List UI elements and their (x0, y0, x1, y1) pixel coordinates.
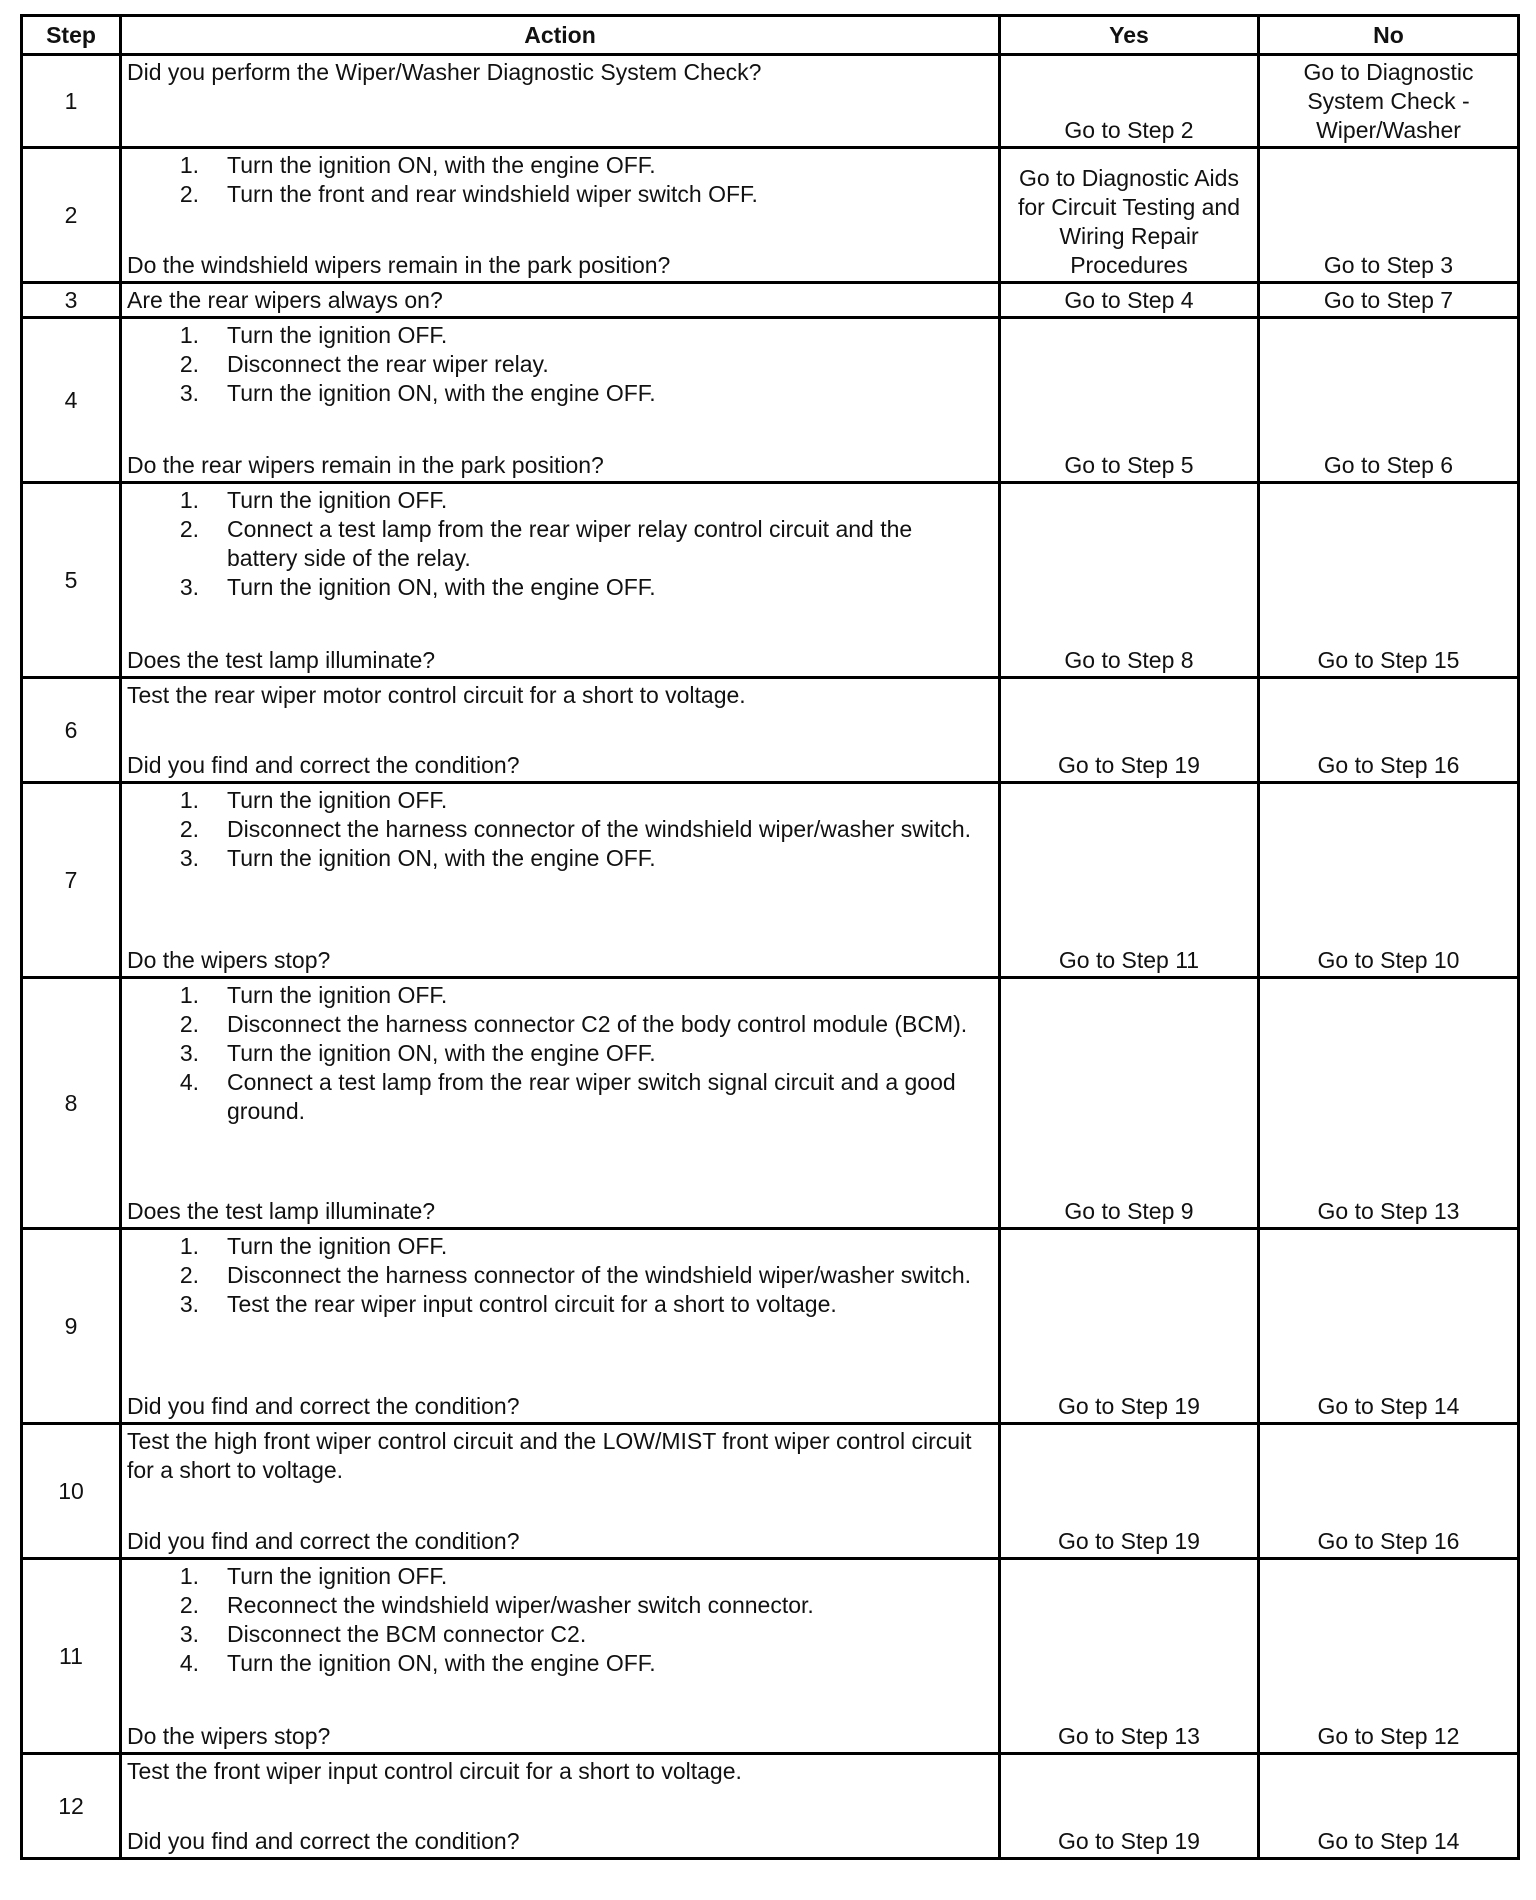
no-result: Go to Step 6 (1259, 318, 1519, 483)
action-step-item (127, 486, 992, 515)
step-number: 6 (22, 678, 121, 783)
action-question: Do the wipers stop? (127, 1723, 331, 1749)
action-step-text: Turn the ignition ON, with the engine OFF. (227, 845, 656, 871)
action-cell (121, 978, 1000, 1229)
no-result: Go to Step 16 (1259, 678, 1519, 783)
header-yes: Yes (1000, 16, 1259, 55)
action-step-item (127, 379, 992, 408)
action-content (122, 679, 998, 781)
action-question: Did you find and correct the condition? (127, 1828, 520, 1854)
action-content (122, 979, 998, 1227)
table-row (22, 148, 1519, 283)
action-content (122, 1425, 998, 1557)
yes-result: Go to Step 8 (1000, 483, 1259, 678)
action-top (127, 786, 992, 873)
action-content (122, 56, 998, 146)
action-instruction: Did you perform the Wiper/Washer Diagnostic System Check? (127, 59, 762, 85)
action-step-item (127, 180, 992, 209)
yes-result: Go to Diagnostic Aids for Circuit Testing and Wiring Repair Procedures (1000, 148, 1259, 283)
no-result: Go to Step 12 (1259, 1559, 1519, 1754)
action-step-item (127, 1068, 992, 1126)
action-steps-list (127, 981, 992, 1126)
action-content (122, 319, 998, 481)
action-step-text: Turn the ignition OFF. (227, 1563, 448, 1589)
yes-result: Go to Step 5 (1000, 318, 1259, 483)
table-row (22, 483, 1519, 678)
table-row (22, 783, 1519, 978)
action-cell (121, 318, 1000, 483)
step-number: 12 (22, 1754, 121, 1859)
action-step-text: Turn the ignition ON, with the engine OFF. (227, 1040, 656, 1066)
action-top (127, 321, 992, 408)
action-top (127, 1562, 992, 1678)
action-cell (121, 1424, 1000, 1559)
header-action: Action (121, 16, 1000, 55)
step-number: 8 (22, 978, 121, 1229)
action-step-text: Turn the ignition OFF. (227, 982, 448, 1008)
step-number: 2 (22, 148, 121, 283)
action-content (122, 784, 998, 976)
action-step-item (127, 1562, 992, 1591)
action-step-text: Disconnect the rear wiper relay. (227, 351, 549, 377)
action-top (127, 981, 992, 1126)
no-result: Go to Step 3 (1259, 148, 1519, 283)
action-step-number: 3. (179, 845, 199, 871)
action-cell (121, 148, 1000, 283)
action-step-number: 2. (179, 181, 199, 207)
action-step-number: 1. (179, 152, 199, 178)
step-number: 9 (22, 1229, 121, 1424)
action-step-text: Disconnect the harness connector of the windshield wiper/washer switch. (227, 816, 972, 842)
action-cell (121, 55, 1000, 148)
action-question: Did you find and correct the condition? (127, 1393, 520, 1419)
action-steps-list (127, 486, 992, 602)
action-step-text: Reconnect the windshield wiper/washer switch connector. (227, 1592, 814, 1618)
action-top (127, 1757, 992, 1786)
action-step-number: 1. (179, 487, 199, 513)
table-row (22, 978, 1519, 1229)
action-step-item (127, 321, 992, 350)
no-result: Go to Step 14 (1259, 1229, 1519, 1424)
action-question: Do the wipers stop? (127, 947, 331, 973)
step-number: 3 (22, 283, 121, 318)
action-top (127, 486, 992, 602)
action-step-text: Turn the ignition OFF. (227, 487, 448, 513)
action-cell (121, 1229, 1000, 1424)
yes-result: Go to Step 4 (1000, 283, 1259, 318)
action-content (122, 284, 998, 316)
table-row (22, 55, 1519, 148)
action-step-number: 1. (179, 787, 199, 813)
action-top (127, 151, 992, 209)
table-row (22, 678, 1519, 783)
action-step-number: 3. (179, 380, 199, 406)
action-step-text: Turn the ignition OFF. (227, 322, 448, 348)
action-step-number: 3. (179, 1621, 199, 1647)
action-question: Do the windshield wipers remain in the park position? (127, 252, 671, 278)
action-step-number: 3. (179, 1040, 199, 1066)
action-step-text: Disconnect the harness connector of the windshield wiper/washer switch. (227, 1262, 972, 1288)
action-step-item (127, 815, 992, 844)
action-step-text: Turn the ignition ON, with the engine OFF. (227, 152, 656, 178)
action-step-number: 2. (179, 1262, 199, 1288)
action-steps-list (127, 1232, 992, 1319)
action-cell (121, 283, 1000, 318)
action-step-number: 2. (179, 351, 199, 377)
action-question: Do the rear wipers remain in the park position? (127, 452, 604, 478)
yes-result: Go to Step 11 (1000, 783, 1259, 978)
table-row (22, 1424, 1519, 1559)
action-content (122, 484, 998, 676)
no-result: Go to Step 15 (1259, 483, 1519, 678)
action-steps-list (127, 786, 992, 873)
action-step-item (127, 515, 992, 573)
yes-result: Go to Step 19 (1000, 1754, 1259, 1859)
step-number: 7 (22, 783, 121, 978)
action-step-item (127, 1290, 992, 1319)
action-step-number: 1. (179, 1563, 199, 1589)
action-step-number: 4. (179, 1069, 199, 1095)
action-step-text: Turn the ignition OFF. (227, 1233, 448, 1259)
step-number: 4 (22, 318, 121, 483)
yes-result: Go to Step 19 (1000, 1424, 1259, 1559)
header-no: No (1259, 16, 1519, 55)
table-row (22, 283, 1519, 318)
action-top (127, 58, 992, 87)
step-number: 11 (22, 1559, 121, 1754)
step-number: 1 (22, 55, 121, 148)
action-question: Does the test lamp illuminate? (127, 647, 436, 673)
action-top (127, 286, 992, 315)
no-result: Go to Step 16 (1259, 1424, 1519, 1559)
action-steps-list (127, 151, 992, 209)
action-step-text: Turn the ignition ON, with the engine OFF. (227, 574, 656, 600)
no-result: Go to Step 14 (1259, 1754, 1519, 1859)
step-number: 10 (22, 1424, 121, 1559)
action-instruction: Are the rear wipers always on? (127, 287, 443, 313)
table-row (22, 1229, 1519, 1424)
action-step-number: 2. (179, 1011, 199, 1037)
table-row (22, 318, 1519, 483)
action-instruction: Test the high front wiper control circuit and the LOW/MIST front wiper control circuit for a short to voltage. (127, 1428, 972, 1483)
action-content (122, 1560, 998, 1752)
action-step-text: Disconnect the harness connector C2 of the body control module (BCM). (227, 1011, 968, 1037)
action-step-number: 4. (179, 1650, 199, 1676)
action-step-item (127, 1649, 992, 1678)
action-step-item (127, 350, 992, 379)
action-content (122, 1230, 998, 1422)
action-cell (121, 1754, 1000, 1859)
yes-result: Go to Step 2 (1000, 55, 1259, 148)
action-step-number: 2. (179, 516, 199, 542)
action-step-item (127, 844, 992, 873)
action-content (122, 149, 998, 281)
action-step-number: 1. (179, 982, 199, 1008)
action-step-number: 3. (179, 1291, 199, 1317)
action-cell (121, 783, 1000, 978)
action-cell (121, 483, 1000, 678)
no-result: Go to Step 13 (1259, 978, 1519, 1229)
action-step-number: 1. (179, 322, 199, 348)
action-step-text: Turn the front and rear windshield wiper switch OFF. (227, 181, 758, 207)
action-step-text: Connect a test lamp from the rear wiper switch signal circuit and a good ground. (227, 1069, 956, 1124)
action-step-text: Turn the ignition ON, with the engine OFF. (227, 380, 656, 406)
yes-result: Go to Step 19 (1000, 678, 1259, 783)
table-row (22, 1559, 1519, 1754)
action-step-item (127, 1232, 992, 1261)
action-steps-list (127, 1562, 992, 1678)
action-instruction: Test the front wiper input control circuit for a short to voltage. (127, 1758, 742, 1784)
yes-result: Go to Step 19 (1000, 1229, 1259, 1424)
action-step-item (127, 786, 992, 815)
action-step-item (127, 1039, 992, 1068)
action-question: Did you find and correct the condition? (127, 1528, 520, 1554)
action-question: Did you find and correct the condition? (127, 752, 520, 778)
action-instruction: Test the rear wiper motor control circuit for a short to voltage. (127, 682, 746, 708)
action-step-text: Disconnect the BCM connector C2. (227, 1621, 587, 1647)
action-top (127, 1232, 992, 1319)
step-number: 5 (22, 483, 121, 678)
action-step-number: 2. (179, 1592, 199, 1618)
action-step-text: Turn the ignition ON, with the engine OFF. (227, 1650, 656, 1676)
action-step-item (127, 1591, 992, 1620)
table-row (22, 1754, 1519, 1859)
action-step-item (127, 573, 992, 602)
header-row (22, 16, 1519, 55)
action-steps-list (127, 321, 992, 408)
yes-result: Go to Step 9 (1000, 978, 1259, 1229)
action-cell (121, 678, 1000, 783)
action-content (122, 1755, 998, 1857)
action-top (127, 1427, 992, 1485)
action-step-number: 2. (179, 816, 199, 842)
action-question: Does the test lamp illuminate? (127, 1198, 436, 1224)
action-cell (121, 1559, 1000, 1754)
action-step-text: Connect a test lamp from the rear wiper relay control circuit and the battery side of the relay. (227, 516, 913, 571)
diagnostic-table (20, 14, 1520, 1860)
action-step-item (127, 1261, 992, 1290)
action-step-item (127, 981, 992, 1010)
no-result: Go to Step 10 (1259, 783, 1519, 978)
action-top (127, 681, 992, 710)
action-step-number: 1. (179, 1233, 199, 1259)
action-step-item (127, 1010, 992, 1039)
yes-result: Go to Step 13 (1000, 1559, 1259, 1754)
action-step-text: Test the rear wiper input control circuit for a short to voltage. (227, 1291, 837, 1317)
header-step: Step (22, 16, 121, 55)
action-step-item (127, 151, 992, 180)
action-step-text: Turn the ignition OFF. (227, 787, 448, 813)
no-result: Go to Diagnostic System Check - Wiper/Washer (1259, 55, 1519, 148)
action-step-number: 3. (179, 574, 199, 600)
action-step-item (127, 1620, 992, 1649)
no-result: Go to Step 7 (1259, 283, 1519, 318)
